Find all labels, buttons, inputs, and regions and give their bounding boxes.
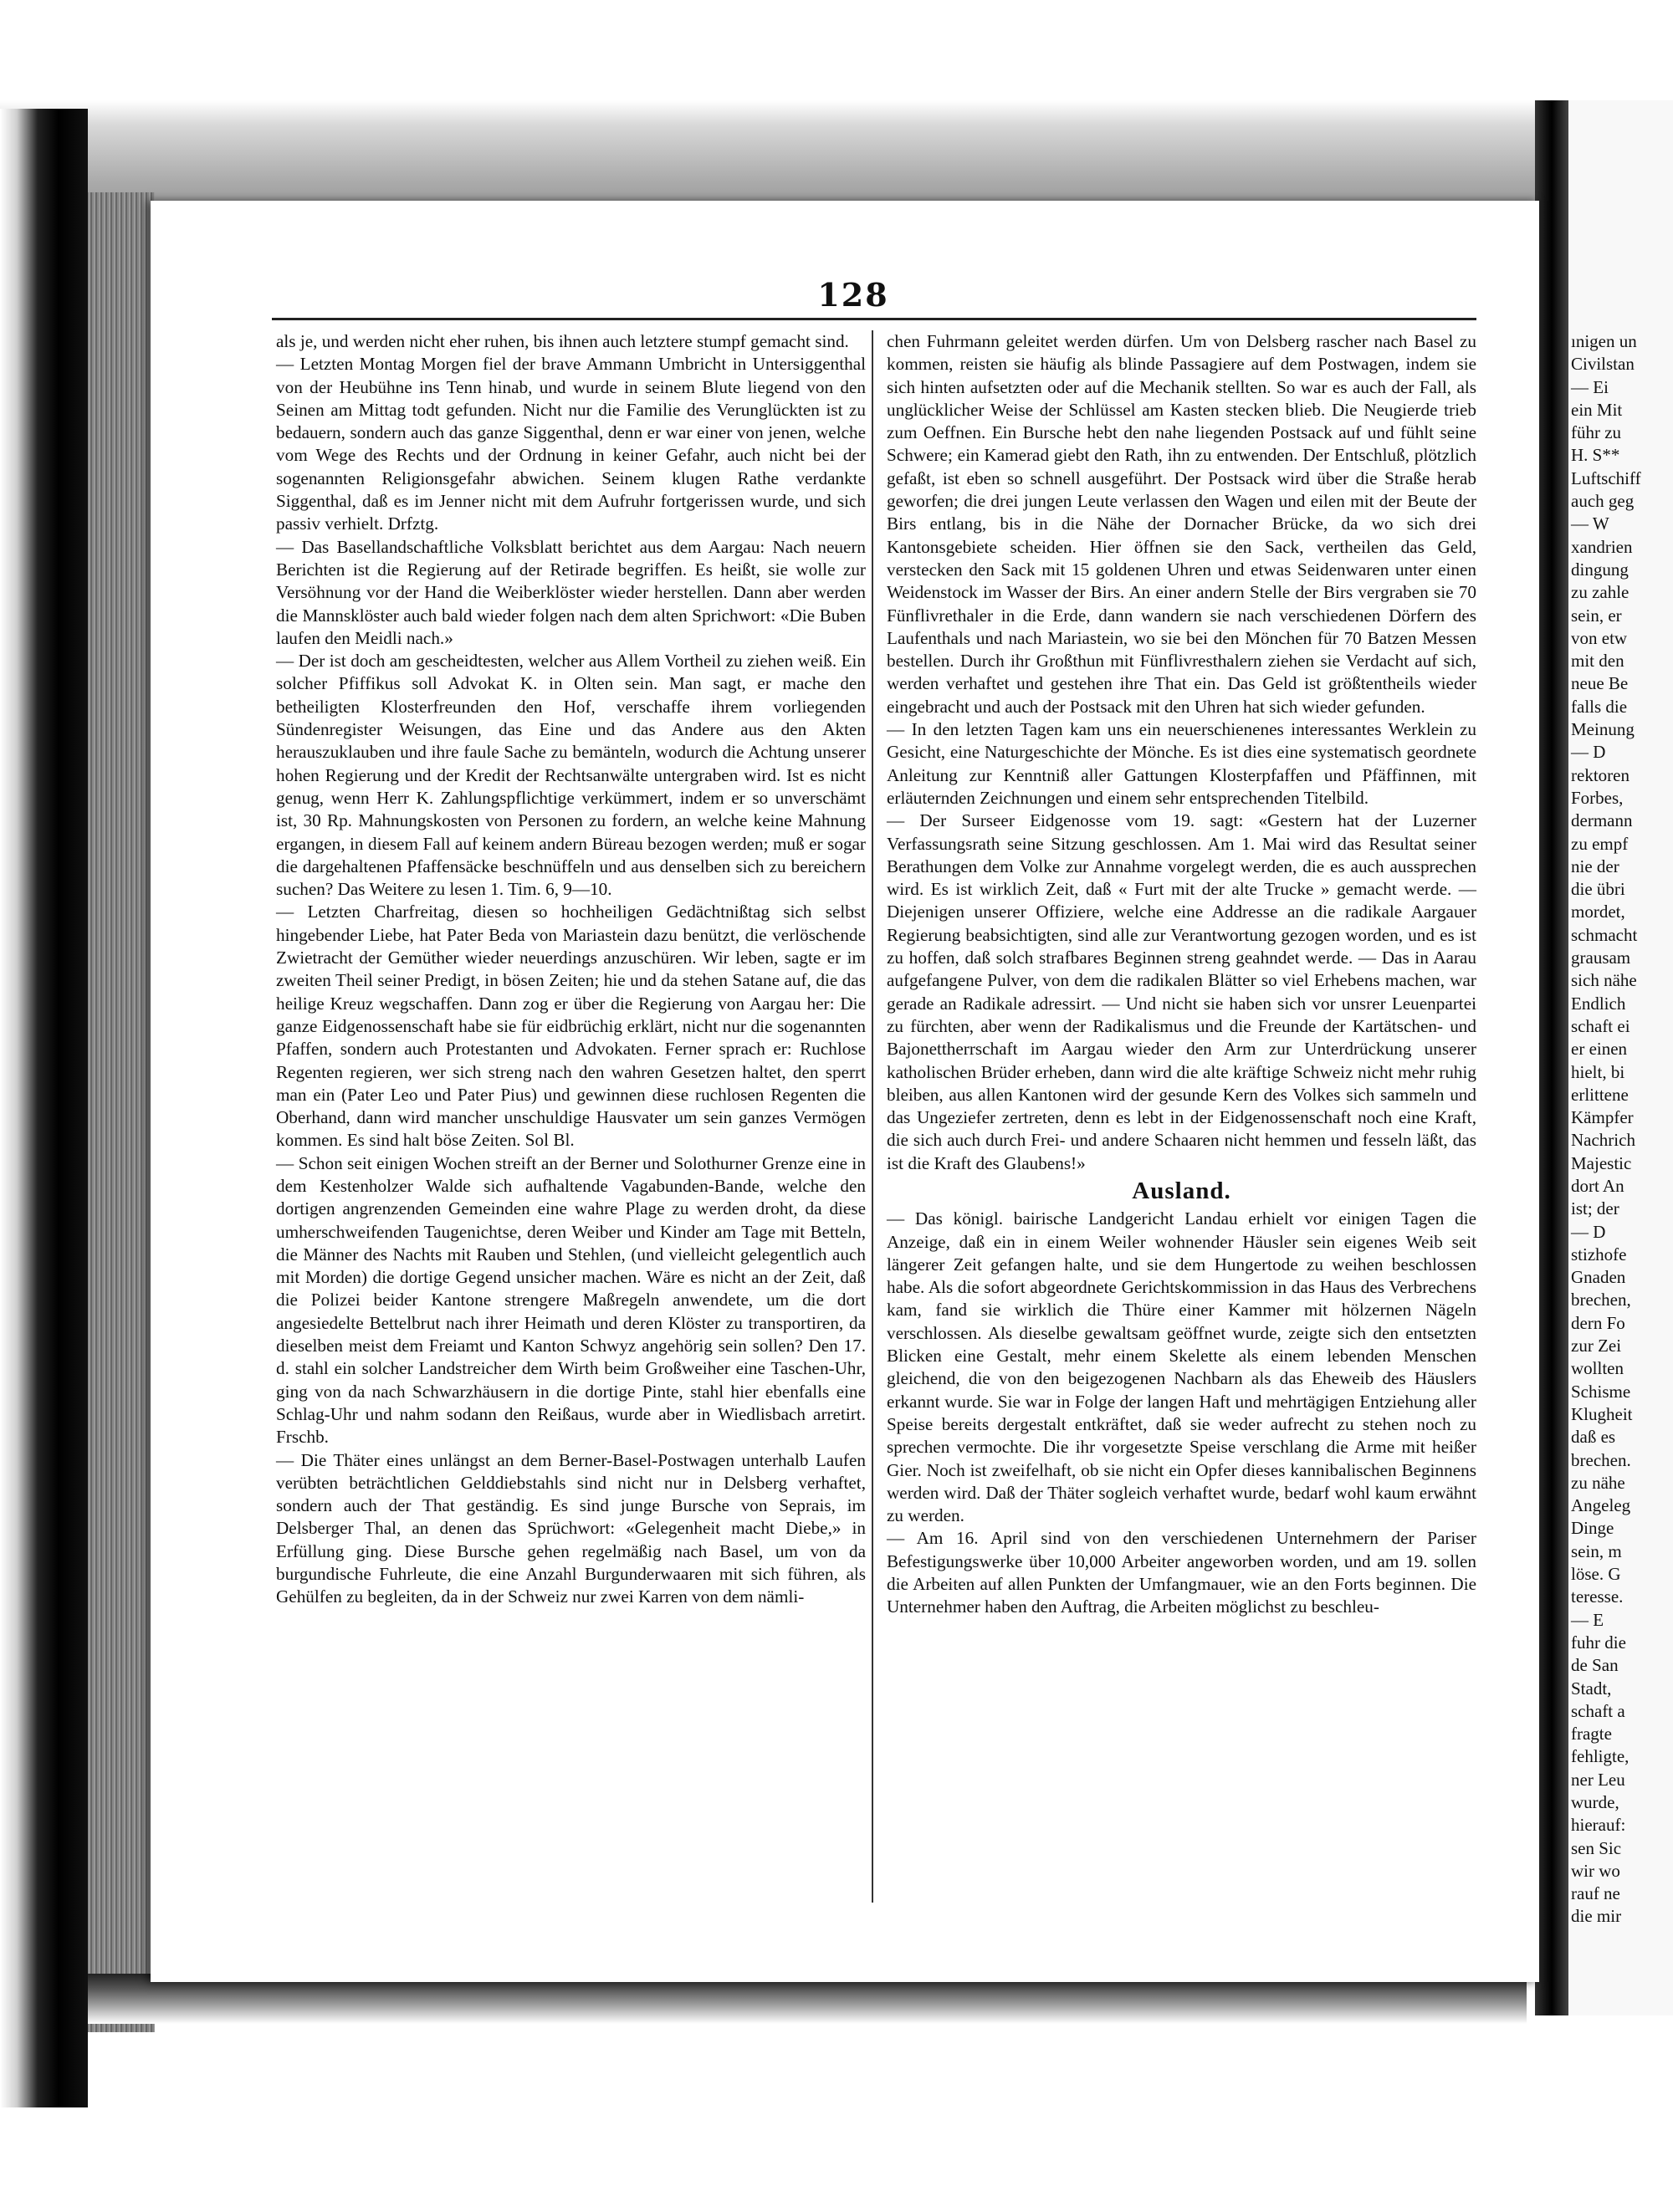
right-column xyxy=(887,330,1476,1911)
column-divider xyxy=(872,330,873,1903)
fragment-line: xandrien xyxy=(1571,536,1633,557)
fragment-line: mit den xyxy=(1571,651,1624,672)
fragment-line: wir wo xyxy=(1571,1860,1620,1881)
fragment-line: — E xyxy=(1571,1609,1604,1630)
fragment-line: Klugheit xyxy=(1571,1403,1633,1424)
paragraph: chen Fuhrmann geleitet werden dürfen. Um von Delsberg rascher nach Basel zu kommen, reisten sie häufig als blinde Passagiere auf dem Postwagen, indem sie sich hinten aufsetzten oder auf die Mechanik stellten. So war es auch der Fall, als unglücklicher Weise der Schlüssel am Kasten stecken blieb. Die Neugierde trieb zum Oeffnen. Ein Bursche hebt den nahe liegenden Postsack auf und fühlt seine Schwere; ein Kamerad giebt den Rath, ihn zu entwenden. Der Entschluß, plötzlich gefaßt, ist eben so schnell ausgeführt. Der Postsack wird über die Straße herab geworfen; die drei jungen Leute verlassen den Wagen und eilen mit der Beute der Birs entlang, bis in die Nähe der Dornacher Brücke, da wo sich drei Kantonsgebiete scheiden. Hier öffnen sie den Sack, vertheilen das Geld, verstecken den Sack mit 15 goldenen Uhren und etwas Seidenwaren unter einen Weidenstock im Wasser der Birs. An einer andern Stelle der Birs vergraben sie 70 Fünflivrethaler in die Erde, dann wandern sie nach verschiedenen Dörfern des Laufenthals und nach Mariastein, wo sie bei den Mönchen für 70 Batzen Messen bestellen. Durch ihr Großthun mit Fünflivresthalern ziehen sie Verdacht auf sich, werden verhaftet und gestehen ihre That ein. Das Geld ist größtentheils wieder eingebracht und auch der Postsack mit den Uhren hat sich wieder gefunden. xyxy=(887,331,1476,717)
fragment-line: brechen. xyxy=(1571,1449,1631,1470)
next-page-text-fragments xyxy=(1571,330,1673,1927)
fragment-line: hierauf: xyxy=(1571,1815,1626,1836)
fragment-line: sich nähe xyxy=(1571,970,1637,991)
fragment-line: Endlich xyxy=(1571,993,1626,1014)
book-gutter xyxy=(1535,100,1568,2015)
fragment-line: erlittene xyxy=(1571,1084,1629,1105)
fragment-line: Majestic xyxy=(1571,1152,1632,1173)
book-page-edges xyxy=(88,192,155,2032)
fragment-line: — W xyxy=(1571,513,1609,534)
fragment-line: auch geg xyxy=(1571,491,1635,512)
fragment-line: — Ei xyxy=(1571,376,1609,397)
fragment-line: ınigen un xyxy=(1571,331,1637,351)
paragraph: — Das Basellandschaftliche Volksblatt berichtet aus dem Aargau: Nach neuern Berichten ist die Regierung auf der Retirade begriffen. Es heißt, sie wolle zur Versöhnung vor der Hand die Weiberklöster wieder herstellen. Dann aber werden die Mannsklöster auch bald wieder folgen nach dem alten Sprichwort: «Die Buben laufen den Meidli nach.» xyxy=(276,536,866,648)
fragment-line: grausam xyxy=(1571,948,1631,968)
fragment-line: — D xyxy=(1571,1221,1606,1242)
book-spine-shadow xyxy=(0,109,88,2107)
fragment-line: dern Fo xyxy=(1571,1312,1625,1333)
section-heading: Ausland. xyxy=(1132,1177,1231,1204)
paragraph: — In den letzten Tagen kam uns ein neuerschienenes interessantes Werklein zu Gesicht, eine Naturgeschichte der Mönche. Es ist dies eine systematisch geordnete Anleitung zur Kenntniß aller Gattungen Klosterpfaffen und Pfäffinnen, mit erläuternden Zeichnungen und einem sehr entsprechenden Titelbild. xyxy=(887,719,1476,808)
fragment-line: wurde, xyxy=(1571,1792,1619,1812)
fragment-line: zu zahle xyxy=(1571,582,1630,603)
fragment-line: dingung xyxy=(1571,559,1629,580)
fragment-line: teresse. xyxy=(1571,1586,1624,1607)
fragment-line: fuhr die xyxy=(1571,1632,1626,1653)
fragment-line: dermann xyxy=(1571,810,1633,831)
paragraph: — Der Surseer Eidgenosse vom 19. sagt: «Gestern hat der Luzerner Verfassungsrath seine Sitzung geschlossen. Am 1. Mai wird das Resultat seiner Berathungen dem Volke zur Annahme vorgelegt werden, die es auch aussprechen wird. Es ist wirklich Zeit, daß « Furt mit der alte Trucke » gemacht werde. — Diejenigen unserer Offiziere, welche eine Addresse an die radikale Aargauer Regierung beabsichtigten, sind alle zur Verantwortung gezogen worden, und es ist zu hoffen, daß solch strafbares Beginnen streng geahndet werde. — Das in Aarau aufgefangene Pulver, von dem die radikalen Blätter so viel Erhebens machen, war gerade an Radikale adressirt. — Und nicht sie haben sich vor unsrer Leuenpartei zu fürchten, aber wenn der Radikalismus und die Freunde der Kartätschen- und Bajonettherrschaft im Aargau wieder den Arm zur Unterdrückung unserer katholischen Brüder erheben, dann wird die alte kräftige Schweiz nicht mehr ruhig bleiben, aus allen Kantonen wird der gesunde Kern des Volkes sich sammeln und das Ungeziefer zertreten, denn es lebt in der Eidgenossenschaft noch eine Kraft, die sich auch durch Frei- und andere Schaaren nicht hemmen und fesseln läßt, das ist die Kraft des Glaubens!» xyxy=(887,810,1476,1173)
fragment-line: Nachrich xyxy=(1571,1130,1635,1151)
paragraph: — Der ist doch am gescheidtesten, welcher aus Allem Vortheil zu ziehen weiß. Ein solcher Pfiffikus soll Advokat K. in Olten sein. Man sagt, er mache den betheiligten Klosterfreunden den Hof, verschaffe ihrem vorliegenden Sündenregister Weisungen, das Eine und das Andere aus den Akten herauszuklauben und ihre faule Sache zu bemänteln, wodurch die Achtung unserer hohen Regierung und der Kredit der Rechtsanwälte untergraben wird. Ist es nicht genug, wenn Herr K. Zahlungspflichtige verkümmert, indem er so unverschämt ist, 30 Rp. Mahnungskosten von Personen zu fordern, an welche keine Mahnung ergangen, in diesem Fall auf keinem andern Büreau bezogen werden; muß er sogar die dargehaltenen Pfaffensäcke beschnüffeln und aus denselben sich zu bereichern suchen? Das Weitere zu lesen 1. Tim. 6, 9—10. xyxy=(276,651,866,900)
fragment-line: Dinge xyxy=(1571,1518,1614,1539)
fragment-line: Forbes, xyxy=(1571,787,1624,808)
fragment-line: zu nähe xyxy=(1571,1472,1625,1493)
fragment-line: löse. G xyxy=(1571,1564,1621,1585)
fragment-line: wollten xyxy=(1571,1358,1624,1379)
fragment-line: ist; der xyxy=(1571,1198,1619,1219)
paragraph: — Das königl. bairische Landgericht Landau erhielt vor einigen Tagen die Anzeige, daß ein in einem Weiler wohnender Häusler sein eigenes Weib seit längerer Zeit gefangen halte, und sie dem Hungertode zu weihen beschlossen habe. Als die sofort abgeordnete Gerichtskommission in das Haus des Verbrechens kam, fand sie wirklich die Thüre einer Kammer mit hölzernen Nägeln verschlossen. Als dieselbe gewaltsam geöffnet wurde, zeigte sich den entsetzten Blicken eine Gestalt, mehr einem Skelette als einem lebenden Menschen gleichend, die von den beigezogenen Nachbarn als das Eheweib des Häuslers erkannt wurde. Sie war in Folge der langen Haft und mehrtägigen Entziehung aller Speise bereits dergestalt entkräftet, daß sie weder aufrecht zu stehen noch zu sprechen vermochte. Die ihr vorgesetzte Speise verschlang die Arme mit heißer Gier. Noch ist zweifelhaft, ob sie nicht ein Opfer dieses kannibalischen Beginnens werden wird. Daß der Thäter sogleich verhaftet wurde, bedarf wohl kaum erwähnt zu werden. xyxy=(887,1208,1476,1526)
fragment-line: die mir xyxy=(1571,1906,1622,1927)
fragment-line: Stadt, xyxy=(1571,1678,1612,1699)
fragment-line: de San xyxy=(1571,1655,1619,1676)
fragment-line: fehligte, xyxy=(1571,1746,1630,1767)
fragment-line: dort An xyxy=(1571,1175,1624,1196)
fragment-line: fragte xyxy=(1571,1724,1612,1745)
fragment-line: Kämpfer xyxy=(1571,1107,1634,1128)
fragment-line: rauf ne xyxy=(1571,1883,1620,1904)
fragment-line: brechen, xyxy=(1571,1290,1631,1310)
paragraph: — Letzten Charfreitag, diesen so hochheiligen Gedächtnißtag sich selbst hingebender Liebe, hat Pater Beda von Mariastein dazu benützt, die verlöschende Zwietracht der Gemüther wieder neuerdings anzuschüren. Wir leben, sagte er im zweiten Theil seiner Predigt, in bösen Zeiten; hie und da stehen Satane auf, die das heilige Kreuz wegschaffen. Dann zog er über die Regierung von Aargau her: Die ganze Eidgenossenschaft habe sie für eidbrüchig erklärt, nicht nur die sogenannten Pfaffen, sondern auch Protestanten und Advokaten. Ferner sprach er: Ruchlose Regenten regieren, wer sich streng nach den wahren Gesetzen haltet, den sperrt man ein (Pater Leo und Pater Pius) und gewinnen diese ruchlosen Regenten die Oberhand, dann wird mancher unschuldige Hausvater um sein ganzes Vermögen kommen. Es sind halt böse Zeiten. Sol Bl. xyxy=(276,902,866,1151)
fragment-line: Civilstan xyxy=(1571,354,1635,375)
fragment-line: H. S** xyxy=(1571,445,1620,466)
fragment-line: nie der xyxy=(1571,856,1619,876)
fragment-line: hielt, bi xyxy=(1571,1061,1625,1082)
fragment-line: Gnaden xyxy=(1571,1267,1626,1288)
fragment-line: Meinung xyxy=(1571,719,1635,740)
fragment-line: rektoren xyxy=(1571,764,1630,785)
fragment-line: schaft a xyxy=(1571,1700,1625,1721)
fragment-line: neue Be xyxy=(1571,673,1629,694)
fragment-line: mordet, xyxy=(1571,902,1625,922)
fragment-line: — D xyxy=(1571,742,1606,763)
fragment-line: führ zu xyxy=(1571,422,1622,443)
fragment-line: sein, er xyxy=(1571,605,1622,626)
paragraph: — Am 16. April sind von den verschiedenen Unternehmern der Pariser Befestigungswerke über 10,000 Arbeiter angeworben worden, und am 19. sollen die Arbeiten auf allen Punkten der Umfangmauer, wie an den Forts beginnen. Die Unternehmer haben den Auftrag, die Arbeiten möglichst zu beschleu- xyxy=(887,1528,1476,1617)
paragraph: — Letzten Montag Morgen fiel der brave Ammann Umbricht in Untersiggenthal von der Heubühne ins Tenn hinab, und wurde in seinem Blute liegend von den Seinen am Mittag todt gefunden. Nicht nur die Familie des Verunglückten ist zu bedauern, sondern auch das ganze Siggenthal, denn er war einer von jenen, welche vom Wege des Rechts und der Ordnung in keiner Gefahr, auch nicht bei der sogenannten Religionsgefahr abwichen. Seinem klugen Rathe verdankte Siggenthal, daß es im Jenner nicht mit dem Aufruhr fortgerissen wurde, und sich passiv verhielt. Drfztg. xyxy=(276,354,866,534)
paragraph: — Schon seit einigen Wochen streift an der Berner und Solothurner Grenze eine in dem Kestenholzer Walde sich aufhaltende Vagabunden-Bande, welche den dortigen angrenzenden Gemeinden eine wahre Plage zu werden droht, da diese umherschweifenden Taugenichtse, deren Weiber und Kinder am Tage mit Betteln, die Männer des Nachts mit Rauben und Stehlen, (und vielleicht gelegentlich auch mit Morden) die dortige Gegend unsicher machen. Wäre es nicht an der Zeit, daß die Polizei beider Kantone strengere Maßregeln anwendete, um die dort angesiedelte Bettelbrut nach ihrer Heimath und deren Klöster zu transportiren, da dieselben meist dem Freiamt und Kanton Schwyz angehörig sein sollen? Den 17. d. stahl ein solcher Landstreicher dem Wirth beim Großweiher eine Taschen-Uhr, ging von da nach Schwarzhäusern in die dortige Pinte, stahl hier ebenfalls eine Schlag-Uhr und nahm sodann den Reißaus, wurde aber in Wiedlisbach arretirt. Frschb. xyxy=(276,1152,866,1448)
fragment-line: stizhofe xyxy=(1571,1244,1627,1264)
header-rule xyxy=(272,318,1476,320)
fragment-line: ein Mit xyxy=(1571,399,1623,420)
fragment-line: ner Leu xyxy=(1571,1769,1625,1790)
paragraph: als je, und werden nicht eher ruhen, bis ihnen auch letztere stumpf gemacht sind. xyxy=(276,331,849,351)
fragment-line: sein, m xyxy=(1571,1540,1622,1561)
fragment-line: daß es xyxy=(1571,1427,1616,1448)
fragment-line: die übri xyxy=(1571,879,1625,900)
fragment-line: sen Sic xyxy=(1571,1837,1622,1858)
fragment-line: falls die xyxy=(1571,696,1628,717)
fragment-line: Luftschiff xyxy=(1571,467,1641,488)
fragment-line: Schisme xyxy=(1571,1381,1631,1402)
fragment-line: schmacht xyxy=(1571,924,1638,945)
page-number: 128 xyxy=(817,276,889,314)
fragment-line: Angeleg xyxy=(1571,1495,1631,1516)
paragraph: — Die Thäter eines unlängst an dem Berner-Basel-Postwagen unterhalb Laufen verübten beträchtlichen Gelddiebstahls sind nicht nur in Delsberg verhaftet, sondern auch der That geständig. Es sind junge Bursche von Seprais, im Delsberger Thal, an denen das Sprüchwort: «Gelegenheit macht Diebe,» in Erfüllung ging. Diese Bursche gehen regelmäßig nach Basel, um von da burgundische Fuhrleute, die eine Anzahl Burgunderwaaren mit sich führen, als Gehülfen zu begleiten, da in der Schweiz nur zwei Karren von dem nämli- xyxy=(276,1449,866,1607)
fragment-line: von etw xyxy=(1571,627,1628,648)
fragment-line: schaft ei xyxy=(1571,1015,1630,1036)
left-column xyxy=(276,330,866,1911)
fragment-line: er einen xyxy=(1571,1039,1628,1060)
fragment-line: zu empf xyxy=(1571,833,1629,854)
fragment-line: zur Zei xyxy=(1571,1336,1622,1356)
